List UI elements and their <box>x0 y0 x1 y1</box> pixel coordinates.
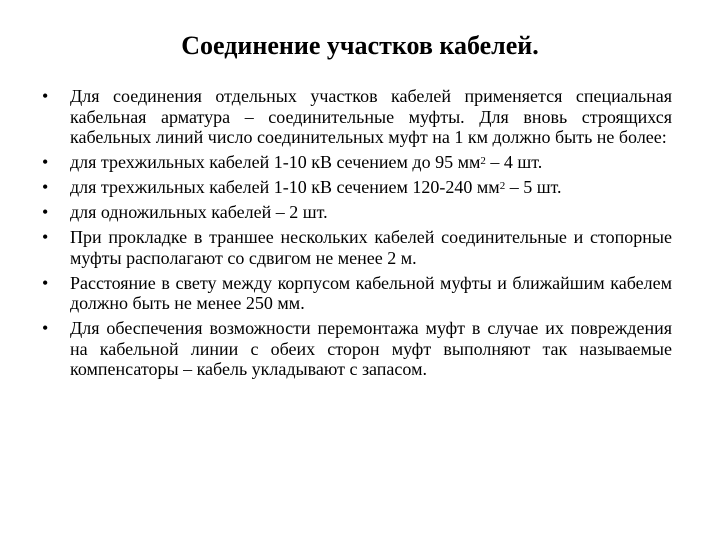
bullet-text: Расстояние в свету между корпусом кабельной муфты и ближайшим кабелем должно быть не менее 250 мм. <box>70 272 672 313</box>
bullet-item-2 <box>42 152 672 173</box>
bullet-text: для трехжильных кабелей 1-10 кВ сечением 120-240 $мм^2 - 5$ шт. <box>70 177 562 197</box>
bullet-item-6 <box>42 273 672 314</box>
bullet-item-1 <box>42 86 672 148</box>
bullet-icon: • <box>42 152 49 172</box>
slide-title: Соединение участков кабелей. <box>181 31 539 60</box>
bullet-text: для одножильных кабелей – 2 шт. <box>70 202 328 222</box>
bullet-item-5 <box>42 227 672 268</box>
bullet-item-3 <box>42 177 672 198</box>
bullet-icon: • <box>42 318 49 338</box>
bullet-icon: • <box>42 177 49 197</box>
bullet-icon: • <box>42 272 49 293</box>
bullet-text: для трехжильных кабелей 1-10 кВ сечением до 95 $мм^2 - 4$ шт. <box>70 152 543 172</box>
bullet-text: При прокладке в траншее нескольких кабелей соединительные и стопорные муфты располагают со сдвигом не менее 2 м. <box>70 227 672 268</box>
bullet-text: Для соединения отдельных участков кабелей применяется специальная кабельная арматура – соединительные муфты. Для вновь строящихся кабельных линий число соединительных муфт на 1 км должно быть не более: <box>70 86 672 147</box>
superscript: 2 <box>480 155 486 167</box>
bullet-icon: • <box>42 227 49 247</box>
bullet-item-7 <box>42 318 672 380</box>
superscript: 2 <box>499 180 506 192</box>
bullet-item-4 <box>42 202 672 223</box>
bullet-icon: • <box>42 202 49 222</box>
bullet-text: Для обеспечения возможности перемонтажа муфт в случае их повреждения на кабельной линии с обеих сторон муфт выполняют так называемые компенсаторы – кабель укладывают с запасом. <box>70 318 672 379</box>
bullet-icon: • <box>42 86 49 106</box>
bullet-list <box>42 86 672 384</box>
